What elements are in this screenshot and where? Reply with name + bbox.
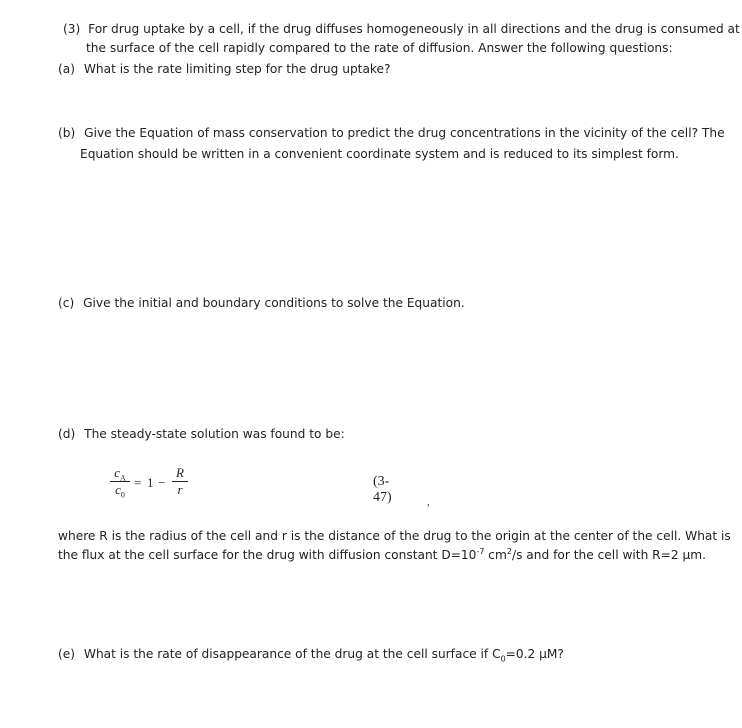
part-b-text-line1: Give the Equation of mass conservation to predict the drug concentrations in the vicinity of the cell? The	[84, 126, 725, 140]
part-c-text: Give the initial and boundary conditions to solve the Equation.	[83, 296, 465, 310]
question-3-intro-line1	[63, 21, 740, 37]
part-d-after-line1: where R is the radius of the cell and r is the distance of the drug to the origin at the center of the cell. What is	[58, 529, 731, 543]
exponent-neg7: -7	[476, 546, 485, 556]
part-e	[58, 646, 564, 662]
exponent-2: 2	[506, 546, 512, 556]
part-b-line1	[58, 125, 725, 141]
part-c-label: (c)	[58, 296, 75, 310]
part-b-line2: Equation should be written in a convenient coordinate system and is reduced to its simplest form.	[80, 147, 679, 161]
part-c	[58, 295, 465, 311]
part-e-text: What is the rate of disappearance of the drug at the cell surface if $C_0=0.2$ µM?	[83, 647, 564, 664]
part-a-label: (a)	[58, 62, 75, 76]
equation-one: 1	[147, 475, 154, 490]
minus-sign: −	[158, 475, 166, 490]
part-a-text: What is the rate limiting step for the drug uptake?	[83, 62, 391, 76]
part-d-text: The steady-state solution was found to be:	[84, 427, 345, 441]
question-3-intro-line2: the surface of the cell rapidly compared to the rate of diffusion. Answer the following questions:	[86, 41, 673, 55]
lhs-numerator: $c_A$	[114, 465, 126, 483]
equals-sign: =	[134, 475, 142, 490]
equation-trailing-mark: ,	[427, 497, 430, 508]
question-number: (3)	[63, 22, 81, 36]
lhs-fraction	[110, 465, 130, 500]
part-d-after-line2: the flux at the cell surface for the drug with diffusion constant $D=10^{-7}$ $cm^2/s$ and for the cell with R=2 µm.	[58, 546, 706, 562]
part-e-label: (e)	[58, 647, 76, 661]
rhs-numerator: R	[176, 465, 184, 480]
part-a	[58, 61, 391, 77]
rhs-fraction	[172, 466, 188, 497]
lhs-denominator: $c_0$	[115, 482, 125, 500]
intro-text-line1: For drug uptake by a cell, if the drug diffuses homogeneously in all directions and the drug is consumed at	[88, 22, 740, 36]
part-b-label: (b)	[58, 126, 76, 140]
part-d	[58, 426, 345, 442]
part-d-label: (d)	[58, 427, 76, 441]
equation-number: (3-47)	[373, 474, 392, 505]
rhs-denominator: r	[177, 482, 183, 497]
